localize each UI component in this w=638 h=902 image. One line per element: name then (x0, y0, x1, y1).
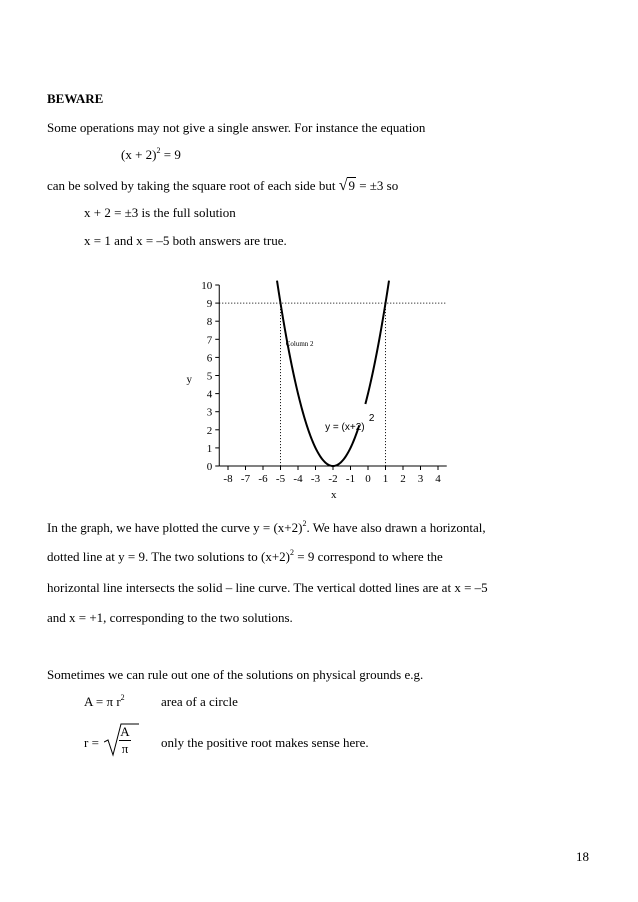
p1-end: . We have also drawn a horizontal, (306, 520, 486, 535)
x-tick-label: 0 (365, 473, 371, 485)
series-curve (277, 281, 359, 466)
step-two: x = 1 and x = –5 both answers are true. (84, 233, 287, 248)
radius-lhs: r = (84, 735, 99, 750)
paragraph-3: horizontal line intersects the solid – line curve. The vertical dotted lines are at x = –5 (47, 580, 488, 595)
y-axis-label: y (186, 373, 192, 386)
x-tick-label: -3 (310, 473, 321, 485)
x-tick-label: 4 (435, 473, 441, 485)
x-tick-label: -6 (258, 473, 268, 485)
curve-label: y = (x+2) (325, 422, 365, 434)
equation-rhs: = 9 (160, 147, 181, 162)
x-tick-label: -5 (275, 473, 286, 485)
x-tick-label: -8 (223, 473, 233, 485)
step-one: x + 2 = ±3 is the full solution (84, 205, 236, 220)
sqrt-radicand: 9 (348, 178, 355, 193)
y-tick-label: 8 (206, 316, 213, 329)
y-tick-label: 2 (206, 424, 213, 437)
y-tick-label: 6 (206, 352, 213, 365)
x-tick-label: -1 (345, 473, 356, 485)
x-tick-label: 1 (382, 473, 389, 485)
p1-exponent: 2 (302, 519, 307, 528)
y-tick-label: 9 (206, 298, 213, 311)
solve-text: can be solved by taking the square root of each side but (47, 178, 339, 193)
section-heading: BEWARE (47, 91, 104, 106)
p1-text: In the graph, we have plotted the curve y = (x+2) (47, 520, 303, 535)
paragraph-4: and x = +1, corresponding to the two solutions. (47, 610, 293, 625)
p2-end: = 9 correspond to where the (293, 549, 443, 564)
intro-text: Some operations may not give a single answer. For instance the equation (47, 120, 426, 135)
solve-result: = ±3 so (355, 178, 399, 193)
area-formula-text: A = π r (84, 694, 121, 709)
x-tick-label: -7 (240, 473, 251, 485)
y-tick-label: 4 (206, 388, 213, 401)
chart-plot-area (187, 280, 447, 501)
p2-text: dotted line at y = 9. The two solutions to (x+2) (47, 549, 290, 564)
area-description: area of a circle (161, 694, 238, 709)
area-formula (84, 694, 125, 710)
paragraph-5: Sometimes we can rule out one of the solutions on physical grounds e.g. (47, 667, 424, 682)
sqrt-symbol: √ (338, 177, 348, 194)
paragraph-1 (47, 520, 486, 536)
equation-lhs: (x + 2) (121, 147, 157, 162)
page-number: 18 (576, 849, 589, 864)
x-tick-label: -2 (328, 473, 338, 485)
y-tick-label: 1 (206, 442, 213, 455)
y-tick-label: 3 (206, 406, 213, 419)
area-exponent: 2 (120, 693, 125, 702)
equation-exponent: 2 (156, 146, 161, 155)
curve-label-exponent: 2 (368, 412, 375, 424)
y-tick-label: 0 (206, 461, 213, 473)
paragraph-2 (47, 549, 443, 565)
x-tick-label: -4 (293, 473, 303, 485)
y-tick-label: 7 (206, 334, 213, 347)
x-axis-label: x (331, 489, 337, 501)
p2-exponent: 2 (289, 548, 294, 557)
fraction-denominator: π (121, 741, 129, 756)
column-label: Column 2 (285, 339, 314, 348)
x-tick-label: 2 (400, 473, 406, 485)
fraction-numerator: A (120, 724, 130, 739)
y-tick-label: 10 (201, 280, 213, 292)
x-tick-label: 3 (417, 473, 424, 485)
y-tick-label: 5 (206, 370, 213, 383)
radius-description: only the positive root makes sense here. (161, 735, 369, 750)
